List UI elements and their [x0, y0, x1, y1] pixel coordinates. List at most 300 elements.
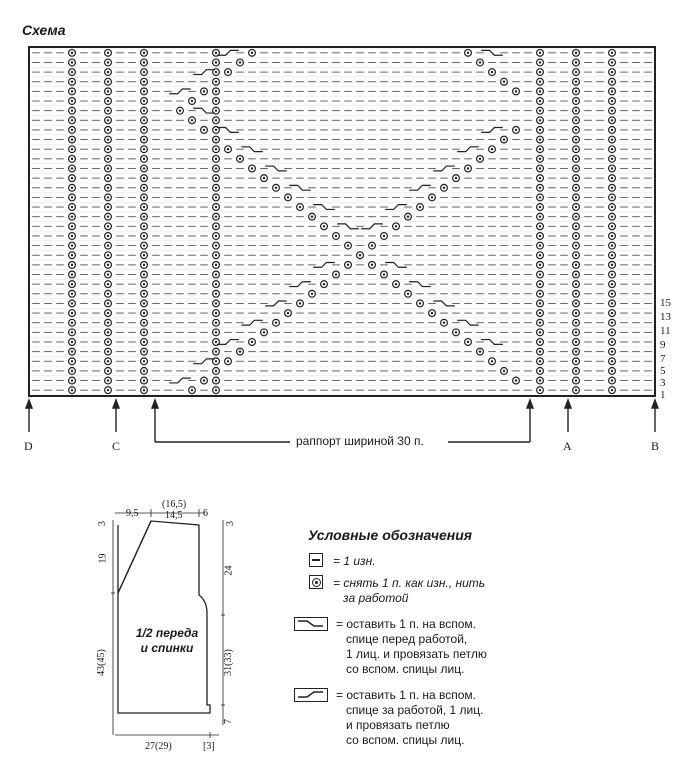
slip-stitch-dot	[107, 283, 109, 285]
slip-stitch-dot	[143, 379, 145, 381]
slip-stitch-dot	[575, 119, 577, 121]
dim-bottom-small: [3]	[203, 741, 215, 752]
dim-top-3: 14,5	[165, 510, 183, 521]
slip-stitch-dot	[467, 52, 469, 54]
slip-stitch-dot	[407, 215, 409, 217]
slip-stitch-dot	[107, 370, 109, 372]
slip-stitch-dot	[539, 293, 541, 295]
slip-stitch-dot	[107, 254, 109, 256]
cross-stitch-mark	[409, 282, 431, 287]
slip-stitch-dot	[203, 129, 205, 131]
slip-stitch-dot	[215, 235, 217, 237]
slip-stitch-dot	[107, 129, 109, 131]
row-number: 1	[660, 389, 666, 401]
slip-stitch-dot	[143, 215, 145, 217]
slip-stitch-dot	[227, 148, 229, 150]
cross-stitch-mark	[193, 359, 215, 364]
slip-stitch-dot	[215, 225, 217, 227]
slip-stitch-dot	[215, 350, 217, 352]
slip-stitch-dot	[443, 322, 445, 324]
slip-stitch-dot	[467, 341, 469, 343]
cross-stitch-mark	[241, 147, 263, 152]
slip-stitch-dot	[611, 148, 613, 150]
slip-stitch-dot	[215, 254, 217, 256]
chart-title: Схема	[22, 22, 66, 38]
slip-stitch-dot	[71, 331, 73, 333]
slip-stitch-dot	[71, 225, 73, 227]
dim-top-small-right: 3	[225, 521, 236, 526]
slip-stitch-dot	[251, 167, 253, 169]
slip-stitch-dot	[611, 379, 613, 381]
legend-title: Условные обозначения	[308, 527, 473, 543]
slip-stitch-dot	[323, 225, 325, 227]
slip-stitch-dot	[143, 100, 145, 102]
slip-stitch-dot	[539, 264, 541, 266]
slip-stitch-dot	[455, 177, 457, 179]
slip-stitch-dot	[371, 264, 373, 266]
slip-stitch-dot	[143, 81, 145, 83]
dim-right-armhole: 24	[223, 565, 235, 576]
slip-stitch-dot	[395, 283, 397, 285]
slip-stitch-dot	[107, 167, 109, 169]
slip-stitch-dot	[71, 138, 73, 140]
slip-stitch-dot	[143, 196, 145, 198]
slip-stitch-dot	[539, 138, 541, 140]
slip-stitch-dot	[71, 244, 73, 246]
cross-stitch-mark	[433, 301, 455, 306]
slip-stitch-dot	[539, 273, 541, 275]
slip-stitch-dot	[611, 187, 613, 189]
slip-stitch-dot	[215, 109, 217, 111]
slip-stitch-dot	[575, 360, 577, 362]
slip-stitch-dot	[611, 244, 613, 246]
row-number: 15	[660, 297, 671, 309]
slip-stitch-dot	[575, 206, 577, 208]
slip-stitch-dot	[191, 389, 193, 391]
row-number: 7	[660, 353, 666, 365]
slip-stitch-dot	[143, 370, 145, 372]
slip-stitch-dot	[575, 100, 577, 102]
slip-stitch-dot	[107, 187, 109, 189]
row-number: 11	[660, 325, 671, 337]
slip-stitch-dot	[143, 389, 145, 391]
slip-stitch-dot	[575, 109, 577, 111]
slip-stitch-dot	[215, 52, 217, 54]
dim-left-length: 43(45)	[95, 649, 107, 676]
slip-stitch-dot	[539, 225, 541, 227]
slip-stitch-dot	[239, 350, 241, 352]
slip-stitch-dot	[143, 90, 145, 92]
slip-stitch-dot	[539, 331, 541, 333]
slip-stitch-dot	[347, 244, 349, 246]
slip-stitch-dot	[143, 293, 145, 295]
slip-stitch-dot	[107, 264, 109, 266]
slip-stitch-dot	[107, 206, 109, 208]
slip-stitch-dot	[143, 244, 145, 246]
slip-stitch-dot	[107, 119, 109, 121]
slip-stitch-dot	[347, 264, 349, 266]
dim-left-armhole: 19	[97, 553, 109, 564]
slip-stitch-dot	[251, 341, 253, 343]
slip-stitch-dot	[107, 273, 109, 275]
slip-stitch-dot	[575, 389, 577, 391]
slip-stitch-dot	[455, 331, 457, 333]
slip-stitch-dot	[215, 389, 217, 391]
slip-stitch-dot	[71, 167, 73, 169]
dim-top-1: 9,5	[126, 508, 139, 519]
slip-stitch-dot	[611, 206, 613, 208]
slip-stitch-dot	[575, 312, 577, 314]
slip-stitch-dot	[215, 119, 217, 121]
slip-stitch-dot	[539, 187, 541, 189]
slip-stitch-dot	[575, 81, 577, 83]
slip-stitch-dot	[575, 129, 577, 131]
slip-stitch-dot	[503, 81, 505, 83]
slip-stitch-dot	[143, 322, 145, 324]
slip-stitch-dot	[239, 61, 241, 63]
slip-stitch-dot	[539, 81, 541, 83]
slip-stitch-dot	[107, 177, 109, 179]
slip-stitch-dot	[107, 196, 109, 198]
slip-stitch-dot	[215, 206, 217, 208]
slip-stitch-dot	[419, 206, 421, 208]
slip-stitch-dot	[575, 148, 577, 150]
cross-stitch-mark	[433, 166, 455, 171]
slip-stitch-dot	[539, 177, 541, 179]
slip-stitch-dot	[383, 235, 385, 237]
slip-stitch-dot	[371, 244, 373, 246]
slip-stitch-dot	[335, 273, 337, 275]
slip-stitch-dot	[71, 264, 73, 266]
slip-stitch-dot	[611, 360, 613, 362]
slip-stitch-dot	[575, 196, 577, 198]
slip-stitch-dot	[539, 215, 541, 217]
slip-stitch-dot	[143, 302, 145, 304]
slip-stitch-dot	[107, 81, 109, 83]
slip-stitch-dot	[215, 215, 217, 217]
slip-stitch-dot	[539, 302, 541, 304]
slip-stitch-dot	[215, 283, 217, 285]
slip-stitch-dot	[107, 350, 109, 352]
cross-stitch-mark	[313, 205, 335, 210]
slip-stitch-dot	[575, 350, 577, 352]
slip-stitch-dot	[539, 350, 541, 352]
cross-stitch-mark	[385, 262, 407, 267]
slip-stitch-dot	[611, 196, 613, 198]
dim-right-side: 31(33)	[222, 649, 234, 676]
slip-stitch-dot	[611, 61, 613, 63]
cross-stitch-mark	[193, 108, 215, 113]
slip-stitch-dot	[431, 196, 433, 198]
slip-stitch-dot	[575, 187, 577, 189]
slip-stitch-dot	[539, 196, 541, 198]
cross-stitch-mark	[409, 185, 431, 190]
slip-stitch-dot	[215, 312, 217, 314]
slip-stitch-dot	[575, 370, 577, 372]
slip-stitch-dot	[611, 331, 613, 333]
slip-stitch-dot	[143, 119, 145, 121]
slip-stitch-dot	[539, 100, 541, 102]
slip-stitch-dot	[611, 167, 613, 169]
slip-stitch-dot	[215, 71, 217, 73]
slip-stitch-dot	[575, 215, 577, 217]
slip-stitch-dot	[575, 322, 577, 324]
cross-stitch-mark	[265, 301, 287, 306]
slip-stitch-dot	[539, 360, 541, 362]
slip-stitch-dot	[71, 293, 73, 295]
slip-stitch-dot	[611, 389, 613, 391]
slip-stitch-dot	[107, 235, 109, 237]
cross-stitch-mark	[169, 378, 191, 383]
slip-stitch-dot	[275, 187, 277, 189]
slip-stitch-dot	[71, 379, 73, 381]
slip-stitch-dot	[143, 61, 145, 63]
slip-stitch-dot	[611, 283, 613, 285]
slip-stitch-dot	[107, 61, 109, 63]
slip-stitch-dot	[143, 206, 145, 208]
slip-stitch-dot	[575, 71, 577, 73]
cross-stitch-mark	[385, 205, 407, 210]
slip-stitch-dot	[611, 302, 613, 304]
legend-item-cross-left: = оставить 1 п. на вспом. спице перед работой, 1 лиц. и провязать петлю со вспом. спицы лиц.	[336, 617, 487, 676]
slip-stitch-dot	[287, 312, 289, 314]
slip-stitch-dot	[611, 254, 613, 256]
knitting-chart	[28, 46, 656, 397]
slip-stitch-dot	[611, 225, 613, 227]
cross-stitch-mark	[481, 340, 503, 345]
dim-top-4: 6	[203, 508, 208, 519]
slip-stitch-dot	[299, 302, 301, 304]
slip-stitch-dot	[311, 215, 313, 217]
slip-stitch-dot	[215, 331, 217, 333]
slip-stitch-dot	[575, 302, 577, 304]
slip-stitch-dot	[143, 360, 145, 362]
slip-stitch-dot	[107, 360, 109, 362]
slip-stitch-dot	[575, 52, 577, 54]
cross-stitch-mark	[217, 340, 239, 345]
slip-stitch-dot	[215, 293, 217, 295]
slip-stitch-dot	[107, 341, 109, 343]
slip-stitch-dot	[71, 312, 73, 314]
slip-stitch-dot	[143, 350, 145, 352]
slip-stitch-dot	[107, 100, 109, 102]
slip-stitch-dot	[539, 389, 541, 391]
slip-stitch-dot	[107, 138, 109, 140]
slip-stitch-dot	[215, 158, 217, 160]
cross-stitch-mark	[289, 282, 311, 287]
slip-stitch-dot	[107, 244, 109, 246]
slip-stitch-dot	[143, 235, 145, 237]
slip-stitch-dot	[539, 341, 541, 343]
slip-stitch-dot	[191, 100, 193, 102]
slip-stitch-dot	[407, 293, 409, 295]
dim-right-hem: 7	[223, 719, 234, 724]
row-number: 13	[660, 311, 671, 323]
cross-stitch-mark	[289, 185, 311, 190]
rapport-label: раппорт шириной 30 п.	[293, 434, 427, 448]
slip-stitch-dot	[515, 379, 517, 381]
slip-stitch-dot	[515, 129, 517, 131]
slip-stitch-dot	[611, 52, 613, 54]
dim-top-small-left: 3	[97, 521, 108, 526]
slip-stitch-dot	[179, 109, 181, 111]
marker-b: B	[651, 439, 660, 453]
slip-stitch-dot	[575, 379, 577, 381]
slip-stitch-dot	[107, 71, 109, 73]
slip-stitch-dot	[71, 283, 73, 285]
slip-stitch-dot	[575, 273, 577, 275]
slip-stitch-dot	[71, 119, 73, 121]
slip-stitch-dot	[611, 350, 613, 352]
slip-stitch-dot	[71, 206, 73, 208]
slip-stitch-dot	[611, 235, 613, 237]
row-number: 3	[660, 377, 666, 389]
slip-stitch-dot	[575, 254, 577, 256]
slip-stitch-dot	[539, 322, 541, 324]
slip-stitch-dot	[539, 119, 541, 121]
slip-stitch-dot	[215, 138, 217, 140]
cross-stitch-mark	[457, 147, 479, 152]
slip-stitch-dot	[71, 370, 73, 372]
slip-stitch-dot	[71, 322, 73, 324]
slip-stitch-dot	[215, 196, 217, 198]
slip-stitch-dot	[215, 322, 217, 324]
cross-stitch-mark	[457, 320, 479, 325]
row-number: 9	[660, 339, 666, 351]
slip-stitch-dot	[575, 235, 577, 237]
slip-stitch-dot	[71, 341, 73, 343]
slip-stitch-dot	[611, 129, 613, 131]
slip-stitch-dot	[515, 90, 517, 92]
slip-stitch-dot	[107, 389, 109, 391]
slip-stitch-dot	[107, 90, 109, 92]
slip-stitch-dot	[575, 177, 577, 179]
slip-stitch-dot	[539, 167, 541, 169]
slip-stitch-dot	[143, 52, 145, 54]
slip-stitch-dot	[143, 129, 145, 131]
slip-stitch-dot	[335, 235, 337, 237]
slip-stitch-dot	[395, 225, 397, 227]
slip-stitch-dot	[575, 283, 577, 285]
slip-stitch-dot	[311, 293, 313, 295]
slip-stitch-dot	[71, 177, 73, 179]
slip-stitch-dot	[215, 244, 217, 246]
slip-stitch-dot	[611, 370, 613, 372]
slip-stitch-dot	[215, 360, 217, 362]
slip-stitch-dot	[503, 138, 505, 140]
slip-stitch-dot	[431, 312, 433, 314]
slip-stitch-dot	[71, 158, 73, 160]
cross-stitch-mark	[481, 128, 503, 133]
slip-stitch-dot	[71, 254, 73, 256]
slip-stitch-dot	[275, 322, 277, 324]
slip-stitch-dot	[611, 312, 613, 314]
slip-stitch-dot	[323, 283, 325, 285]
legend-item-purl: = 1 изн.	[333, 554, 376, 568]
cross-stitch-mark	[313, 262, 335, 267]
slip-stitch-dot	[215, 302, 217, 304]
slip-stitch-dot	[479, 350, 481, 352]
slip-stitch-dot	[263, 177, 265, 179]
slip-stitch-dot	[539, 148, 541, 150]
slip-stitch-dot	[383, 273, 385, 275]
slip-stitch-dot	[71, 100, 73, 102]
slip-stitch-dot	[203, 90, 205, 92]
slip-stitch-dot	[71, 61, 73, 63]
slip-stitch-dot	[611, 158, 613, 160]
cross-stitch-mark	[241, 320, 263, 325]
slip-stitch-dot	[611, 109, 613, 111]
cross-stitch-mark	[169, 89, 191, 94]
cross-stitch-mark	[337, 224, 359, 229]
cross-stitch-mark	[217, 128, 239, 133]
slip-stitch-dot	[539, 129, 541, 131]
slip-stitch-dot	[539, 61, 541, 63]
slip-stitch-dot	[611, 215, 613, 217]
slip-stitch-dot	[575, 225, 577, 227]
slip-stitch-dot	[575, 90, 577, 92]
slip-stitch-dot	[215, 177, 217, 179]
slip-stitch-dot	[575, 61, 577, 63]
slip-stitch-dot	[611, 322, 613, 324]
legend-item-cross-right: = оставить 1 п. на вспом. спице за работой, 1 лиц. и провязать петлю со вспом. спицы лиц.	[336, 688, 484, 747]
dim-top-2: (16,5)	[162, 499, 187, 510]
slip-stitch-dot	[71, 350, 73, 352]
slip-stitch-dot	[215, 81, 217, 83]
slip-stitch-dot	[227, 71, 229, 73]
schematic-title: 1/2 переда и спинки	[135, 626, 199, 655]
slip-stitch-dot	[143, 331, 145, 333]
slip-stitch-dot	[107, 52, 109, 54]
row-number: 5	[660, 365, 666, 377]
slip-stitch-dot	[143, 177, 145, 179]
slip-stitch-dot	[143, 283, 145, 285]
slip-stitch-dot	[203, 379, 205, 381]
slip-stitch-dot	[71, 71, 73, 73]
slip-stitch-dot	[611, 264, 613, 266]
slip-stitch-dot	[143, 264, 145, 266]
slip-stitch-dot	[215, 273, 217, 275]
slip-stitch-dot	[215, 90, 217, 92]
slip-stitch-dot	[71, 129, 73, 131]
slip-stitch-dot	[143, 158, 145, 160]
slip-stitch-dot	[575, 138, 577, 140]
slip-stitch-dot	[107, 293, 109, 295]
slip-stitch-dot	[479, 158, 481, 160]
slip-stitch-dot	[143, 273, 145, 275]
slip-stitch-dot	[215, 100, 217, 102]
slip-stitch-dot	[143, 167, 145, 169]
slip-stitch-dot	[71, 302, 73, 304]
slip-stitch-dot	[71, 360, 73, 362]
slip-stitch-dot	[71, 235, 73, 237]
slip-stitch-dot	[143, 148, 145, 150]
slip-stitch-dot	[539, 312, 541, 314]
slip-stitch-dot	[71, 273, 73, 275]
slip-stitch-symbol-icon	[309, 575, 323, 589]
slip-stitch-dot	[611, 100, 613, 102]
marker-c: C	[112, 439, 121, 453]
slip-stitch-dot	[299, 206, 301, 208]
slip-stitch-dot	[107, 148, 109, 150]
slip-stitch-dot	[539, 90, 541, 92]
slip-stitch-dot	[71, 90, 73, 92]
slip-stitch-dot	[143, 225, 145, 227]
slip-stitch-dot	[611, 273, 613, 275]
slip-stitch-dot	[143, 341, 145, 343]
marker-a: A	[563, 439, 572, 453]
slip-stitch-dot	[71, 81, 73, 83]
